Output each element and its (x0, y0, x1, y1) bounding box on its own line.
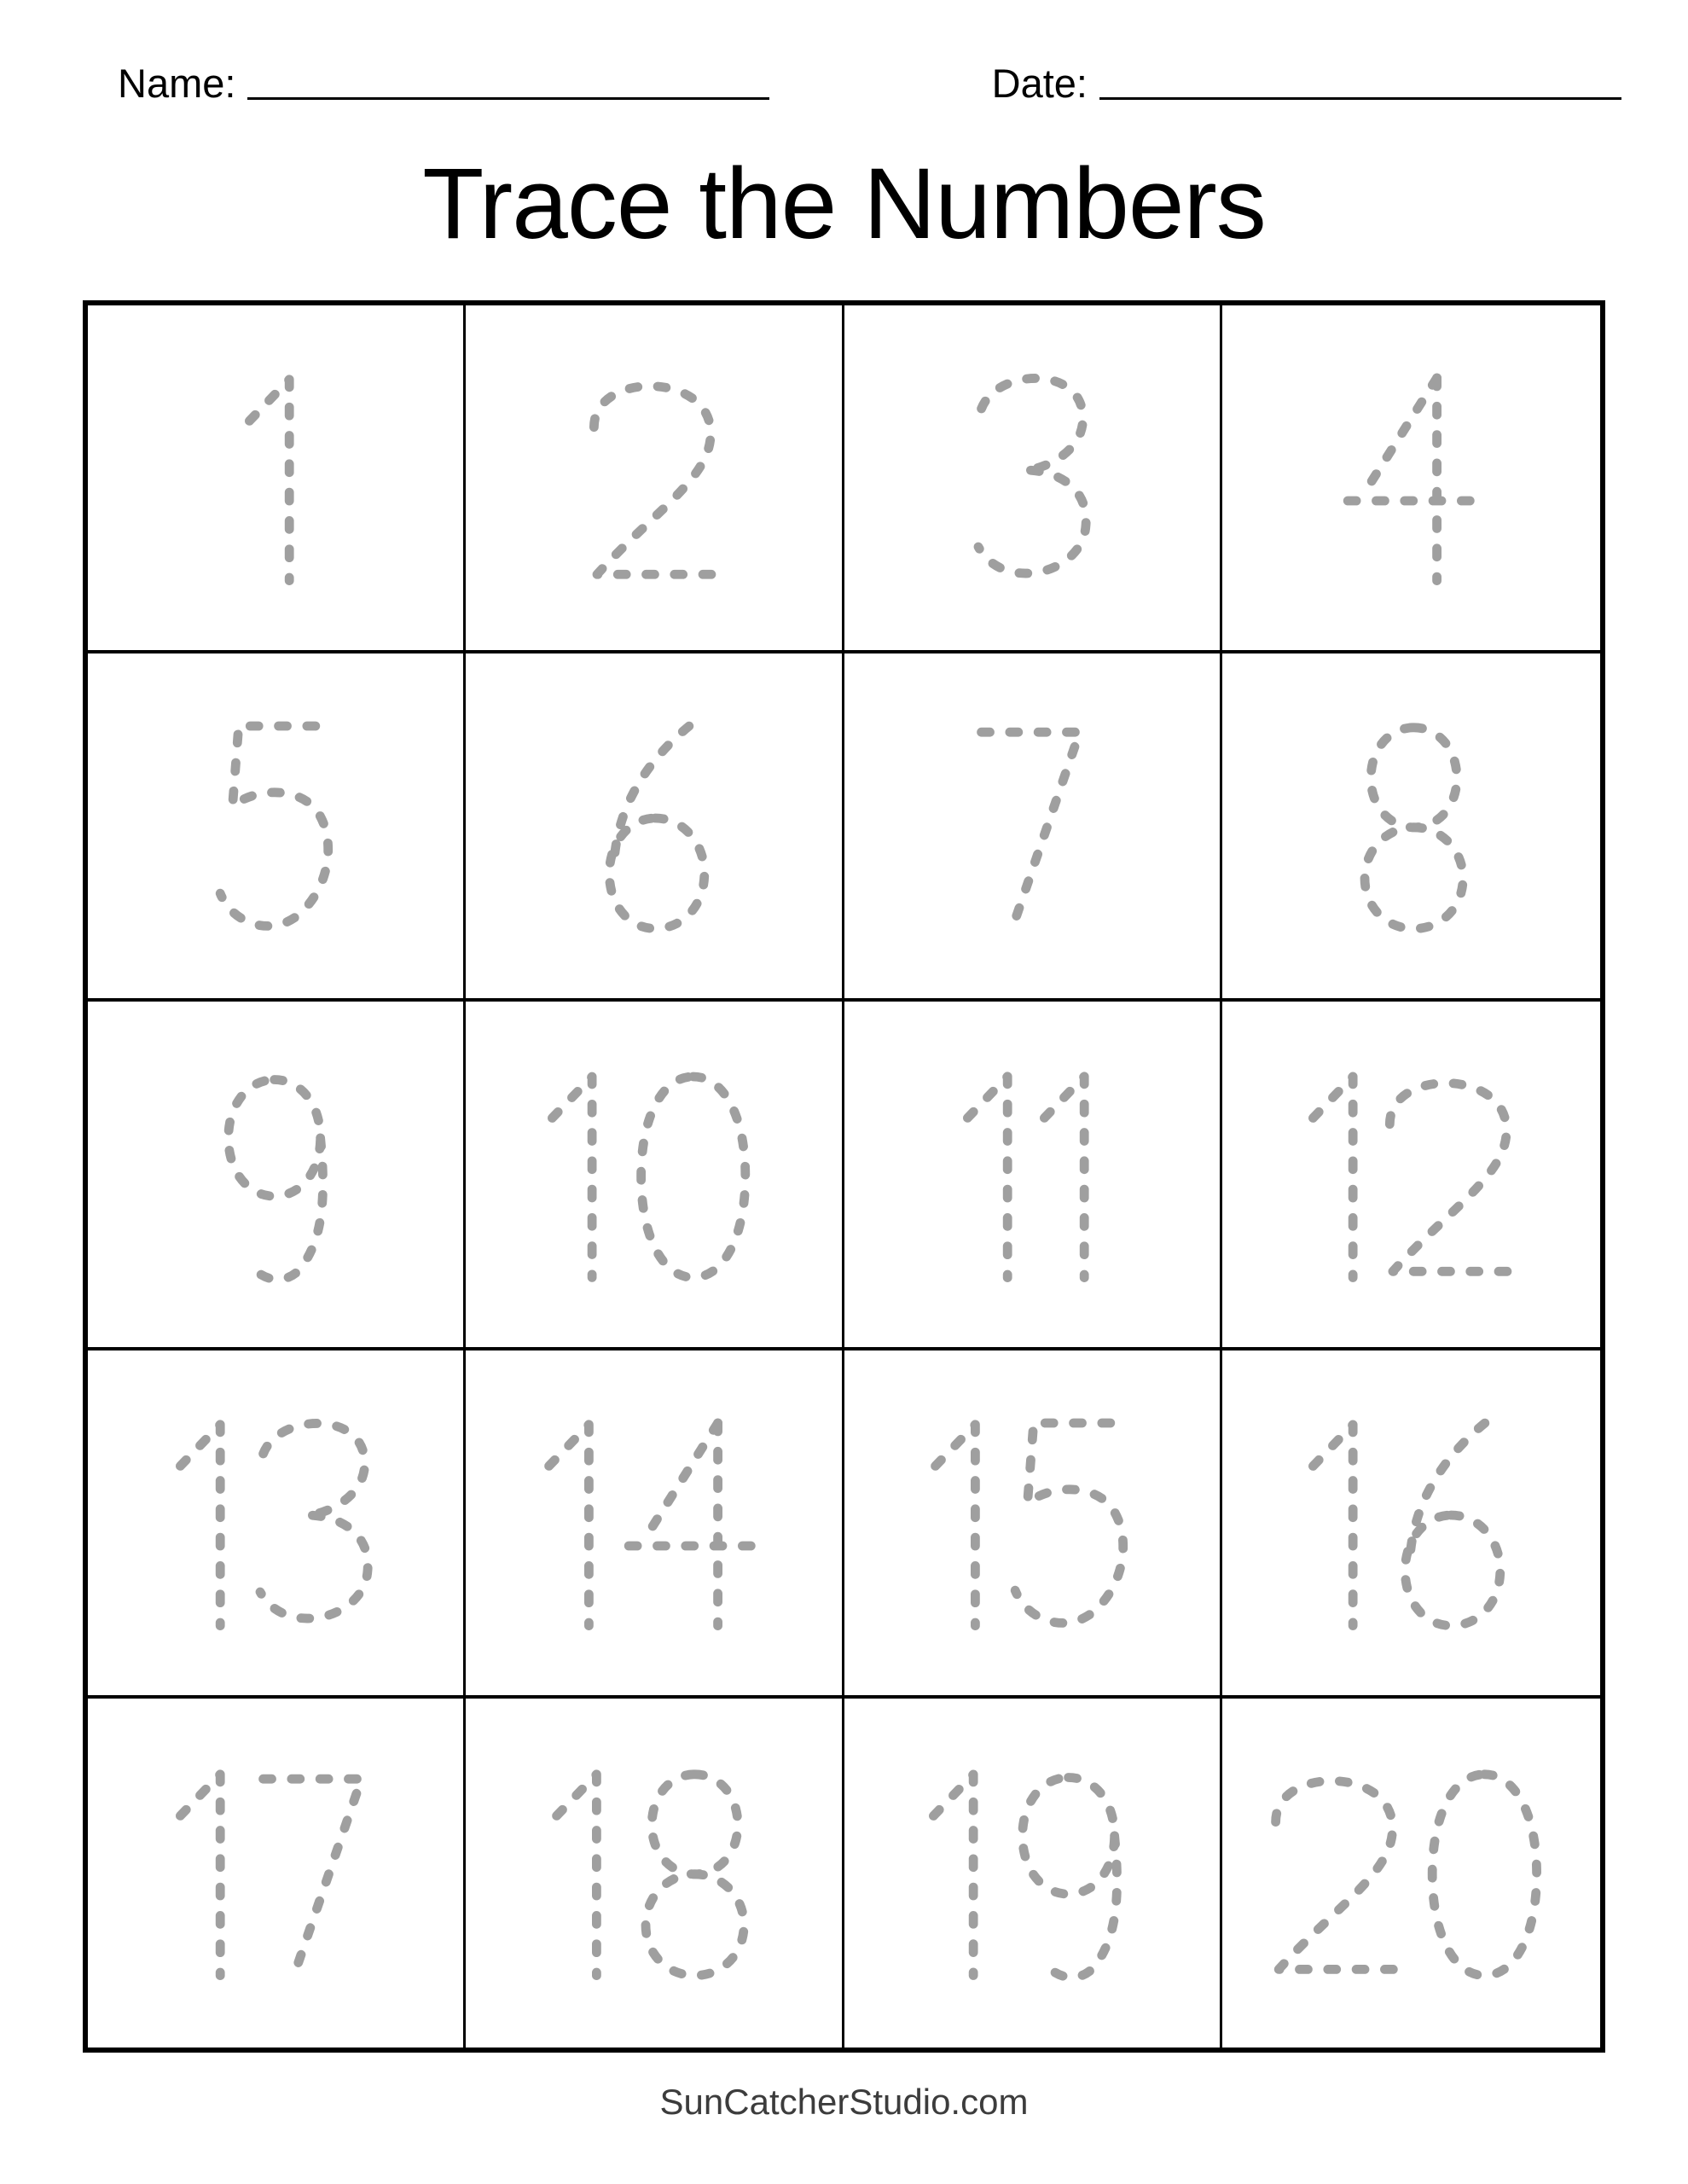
grid-cell-14 (466, 1350, 844, 1699)
page-title: Trace the Numbers (422, 147, 1266, 260)
grid-cell-17 (88, 1699, 466, 2047)
date-blank-line (1099, 97, 1621, 100)
grid-cell-8 (1222, 653, 1600, 1002)
grid-cell-1 (88, 305, 466, 653)
grid-cell-15 (844, 1350, 1222, 1699)
trace-number-6 (582, 711, 726, 941)
grid-cell-4 (1222, 305, 1600, 653)
trace-number-18 (544, 1757, 763, 1988)
grid-cell-7 (844, 653, 1222, 1002)
trace-number-20 (1263, 1757, 1558, 1988)
grid-cell-10 (466, 1002, 844, 1350)
grid-cell-18 (466, 1699, 844, 2047)
trace-number-4 (1332, 363, 1489, 593)
grid-cell-6 (466, 653, 844, 1002)
grid-cell-11 (844, 1002, 1222, 1350)
grid-cell-20 (1222, 1699, 1600, 2047)
trace-number-9 (204, 1060, 348, 1290)
header (0, 0, 1688, 106)
trace-number-grid (83, 300, 1605, 2053)
trace-number-14 (537, 1408, 770, 1638)
trace-number-12 (1301, 1060, 1522, 1290)
trace-number-15 (923, 1408, 1141, 1638)
grid-cell-5 (88, 653, 466, 1002)
grid-cell-9 (88, 1002, 466, 1350)
grid-cell-13 (88, 1350, 466, 1699)
trace-number-11 (955, 1060, 1109, 1290)
grid-cell-3 (844, 305, 1222, 653)
name-blank-line (247, 97, 769, 100)
name-label: Name: (118, 61, 236, 106)
name-field (118, 61, 769, 106)
footer-site-text: SunCatcherStudio.com (659, 2081, 1029, 2122)
date-label: Date: (991, 61, 1088, 106)
trace-number-8 (1340, 711, 1482, 941)
trace-number-13 (168, 1408, 383, 1638)
trace-number-17 (168, 1757, 383, 1988)
trace-number-7 (963, 711, 1101, 941)
date-field (992, 61, 1621, 106)
grid-cell-19 (844, 1699, 1222, 2047)
grid-cell-16 (1222, 1350, 1600, 1699)
trace-number-5 (205, 711, 346, 941)
trace-number-10 (540, 1060, 767, 1290)
trace-number-3 (963, 363, 1101, 593)
trace-number-19 (921, 1757, 1142, 1988)
trace-number-1 (237, 363, 314, 593)
trace-number-2 (582, 363, 726, 593)
trace-number-16 (1301, 1408, 1522, 1638)
grid-cell-2 (466, 305, 844, 653)
grid-cell-12 (1222, 1002, 1600, 1350)
